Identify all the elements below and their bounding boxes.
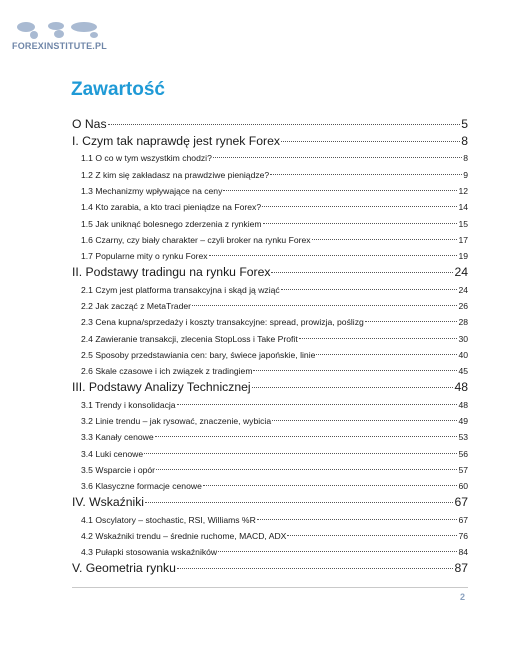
- toc-section-entry[interactable]: [72, 397, 468, 413]
- toc-dot-leader: [144, 452, 457, 454]
- toc-chapter-entry[interactable]: [72, 116, 468, 133]
- toc-entry-page: 67: [454, 495, 468, 510]
- toc-entry-label: V. Geometria rynku: [72, 561, 176, 576]
- toc-entry-page: 8: [463, 153, 468, 164]
- toc-section-entry[interactable]: [72, 282, 468, 298]
- toc-dot-leader: [177, 567, 454, 569]
- toc-dot-leader: [263, 222, 458, 224]
- toc-entry-label: O Nas: [72, 117, 107, 131]
- toc-entry-label: 1.3 Mechanizmy wpływające na ceny: [81, 185, 223, 196]
- toc-chapter-entry[interactable]: [72, 264, 468, 281]
- toc-dot-leader: [177, 403, 458, 405]
- toc-entry-page: 24: [458, 284, 468, 295]
- toc-section-entry[interactable]: [72, 429, 468, 445]
- toc-dot-leader: [108, 123, 461, 125]
- toc-entry-label: 3.2 Linie trendu – jak rysować, znaczenie, wybicia: [81, 415, 272, 426]
- toc-entry-label: 3.6 Klasyczne formacje cenowe: [81, 481, 202, 492]
- toc-dot-leader: [192, 304, 457, 306]
- toc-entry-label: III. Podstawy Analizy Technicznej: [72, 380, 251, 395]
- toc-section-entry[interactable]: [72, 314, 468, 330]
- toc-dot-leader: [299, 337, 458, 339]
- forexinstitute-logo[interactable]: [12, 18, 122, 60]
- footer-rule: [72, 587, 468, 588]
- toc-dot-leader: [316, 353, 457, 355]
- toc-entry-page: 45: [458, 366, 468, 377]
- toc-entry-label: 1.5 Jak uniknąć bolesnego zderzenia z rynkiem: [81, 218, 262, 229]
- toc-section-entry[interactable]: [72, 183, 468, 199]
- toc-dot-leader: [156, 468, 457, 470]
- toc-chapter-entry[interactable]: [72, 379, 468, 396]
- toc-entry-label: 2.5 Sposoby przedstawiania cen: bary, świece japońskie, linie: [81, 349, 316, 360]
- toc-entry-label: 1.4 Kto zarabia, a kto traci pieniądze na Forex?: [81, 202, 262, 213]
- toc-dot-leader: [145, 501, 453, 503]
- page-number: 2: [460, 592, 466, 602]
- toc-section-entry[interactable]: [72, 331, 468, 347]
- toc-entry-page: 49: [458, 415, 468, 426]
- toc-dot-leader: [223, 189, 457, 191]
- toc-entry-page: 24: [454, 265, 468, 280]
- toc-entry-page: 57: [458, 464, 468, 475]
- toc-dot-leader: [312, 238, 458, 240]
- toc-entry-label: 1.1 O co w tym wszystkim chodzi?: [81, 153, 212, 164]
- table-of-contents: [72, 116, 468, 578]
- toc-dot-leader: [281, 140, 460, 142]
- toc-dot-leader: [272, 419, 457, 421]
- toc-entry-label: II. Podstawy tradingu na rynku Forex: [72, 265, 271, 280]
- toc-entry-page: 14: [458, 202, 468, 213]
- toc-entry-label: 3.3 Kanały cenowe: [81, 432, 154, 443]
- toc-chapter-entry[interactable]: [72, 494, 468, 511]
- toc-section-entry[interactable]: [72, 216, 468, 232]
- toc-entry-label: 1.6 Czarny, czy biały charakter – czyli broker na rynku Forex: [81, 234, 311, 245]
- toc-entry-label: 4.1 Oscylatory – stochastic, RSI, Williams %R: [81, 514, 256, 525]
- toc-entry-label: 2.6 Skale czasowe i ich związek z tradingiem: [81, 366, 253, 377]
- toc-section-entry[interactable]: [72, 413, 468, 429]
- toc-section-entry[interactable]: [72, 199, 468, 215]
- toc-entry-page: 30: [458, 333, 468, 344]
- toc-dot-leader: [253, 369, 457, 371]
- toc-entry-page: 19: [458, 251, 468, 262]
- toc-entry-page: 40: [458, 349, 468, 360]
- toc-chapter-entry[interactable]: [72, 133, 468, 150]
- toc-entry-page: 12: [458, 185, 468, 196]
- toc-chapter-entry[interactable]: [72, 560, 468, 577]
- toc-section-entry[interactable]: [72, 446, 468, 462]
- toc-dot-leader: [365, 320, 458, 322]
- toc-section-entry[interactable]: [72, 528, 468, 544]
- logo-text: FOREXINSTITUTE.PL: [12, 41, 107, 51]
- toc-entry-label: 3.5 Wsparcie i opór: [81, 464, 156, 475]
- toc-entry-page: 48: [458, 399, 468, 410]
- toc-entry-page: 26: [458, 300, 468, 311]
- toc-dot-leader: [271, 271, 453, 273]
- toc-dot-leader: [287, 534, 457, 536]
- toc-entry-label: I. Czym tak naprawdę jest rynek Forex: [72, 134, 280, 149]
- toc-entry-page: 84: [458, 547, 468, 558]
- toc-section-entry[interactable]: [72, 248, 468, 264]
- toc-entry-page: 5: [461, 117, 468, 131]
- toc-section-entry[interactable]: [72, 462, 468, 478]
- toc-entry-label: 1.7 Popularne mity o rynku Forex: [81, 251, 208, 262]
- toc-entry-page: 76: [458, 530, 468, 541]
- toc-entry-label: 1.2 Z kim się zakładasz na prawdziwe pieniądze?: [81, 169, 270, 180]
- toc-dot-leader: [262, 205, 457, 207]
- toc-entry-label: 3.4 Luki cenowe: [81, 448, 144, 459]
- toc-section-entry[interactable]: [72, 478, 468, 494]
- toc-entry-label: 3.1 Trendy i konsolidacja: [81, 399, 176, 410]
- toc-dot-leader: [252, 386, 454, 388]
- toc-entry-label: 2.3 Cena kupna/sprzedaży i koszty transakcyjne: spread, prowizja, poślizg: [81, 317, 364, 328]
- toc-entry-label: 4.2 Wskaźniki trendu – średnie ruchome, MACD, ADX: [81, 530, 287, 541]
- toc-entry-page: 17: [458, 234, 468, 245]
- toc-section-entry[interactable]: [72, 232, 468, 248]
- toc-dot-leader: [218, 550, 457, 552]
- toc-entry-page: 60: [458, 481, 468, 492]
- toc-entry-label: 2.4 Zawieranie transakcji, zlecenia StopLoss i Take Profit: [81, 333, 298, 344]
- toc-dot-leader: [257, 518, 458, 520]
- toc-title: Zawartość: [71, 79, 165, 100]
- toc-entry-label: 2.1 Czym jest platforma transakcyjna i skąd ją wziąć: [81, 284, 280, 295]
- toc-dot-leader: [155, 435, 458, 437]
- toc-entry-page: 67: [458, 514, 468, 525]
- toc-section-entry[interactable]: [72, 150, 468, 166]
- toc-dot-leader: [281, 288, 458, 290]
- toc-entry-label: IV. Wskaźniki: [72, 495, 145, 510]
- toc-section-entry[interactable]: [72, 167, 468, 183]
- toc-section-entry[interactable]: [72, 347, 468, 363]
- toc-entry-page: 48: [454, 380, 468, 395]
- toc-entry-label: 4.3 Pułapki stosowania wskaźników: [81, 547, 218, 558]
- toc-section-entry[interactable]: [72, 544, 468, 560]
- toc-section-entry[interactable]: [72, 298, 468, 314]
- toc-entry-page: 15: [458, 218, 468, 229]
- toc-entry-page: 8: [461, 134, 468, 149]
- toc-dot-leader: [203, 484, 458, 486]
- toc-entry-page: 56: [458, 448, 468, 459]
- world-map-icon: [12, 18, 122, 42]
- toc-entry-label: 2.2 Jak zacząć z MetaTrader: [81, 300, 192, 311]
- toc-dot-leader: [270, 173, 462, 175]
- toc-entry-page: 9: [463, 169, 468, 180]
- toc-entry-page: 28: [458, 317, 468, 328]
- toc-dot-leader: [209, 254, 458, 256]
- toc-section-entry[interactable]: [72, 363, 468, 379]
- toc-dot-leader: [213, 156, 462, 158]
- toc-section-entry[interactable]: [72, 512, 468, 528]
- toc-entry-page: 87: [454, 561, 468, 576]
- toc-entry-page: 53: [458, 432, 468, 443]
